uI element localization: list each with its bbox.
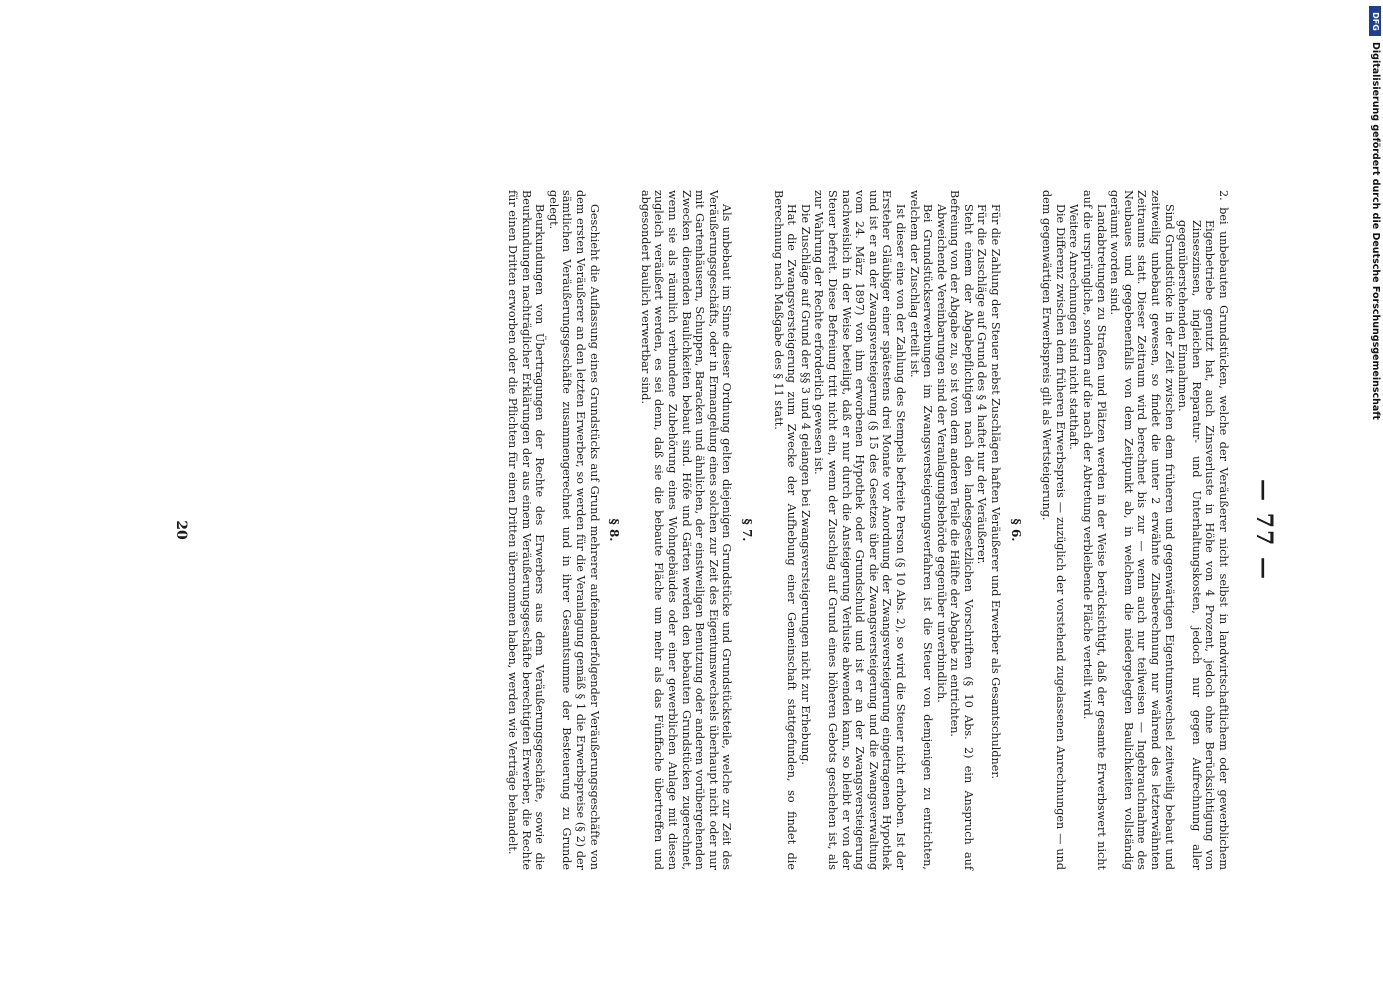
paragraph: Landabtretungen zu Straßen und Plätzen werden in der Weise berücksichtigt, daß der gesamte Erwerbswert nicht auf die ursprüngliche, sondern auf die nach der Abtretung verbleibende Fläche verteilt wird.	[1081, 190, 1108, 870]
page-number: 20	[173, 520, 189, 540]
paragraph: Hat die Zwangsversteigerung zum Zwecke der Aufhebung einer Gemeinschaft stattgefunden, so findet die Berechnung nach Maßgabe des § 11 statt.	[771, 190, 799, 870]
paragraph: Abweichende Vereinbarungen sind der Veranlagungsbehörde gegenüber unverbindlich.	[934, 204, 948, 703]
paragraph: Sind Grundstücke in der Zeit zwischen dem früheren und gegenwärtigen Eigentumswechsel zeitweilig bebaut und zeitweilig unbebaut gewesen, so findet die unter 2 erwähnte Zinsberechnung nur während des letzterwähnten Zeitraums statt. Dieser Zeitraum wird berechnet bis zur — wenn auch nur teilweisen — Ingebrauchnahme des Neubaues und gegebenenfalls von dem Zeitpunkt ab, in welchem die niedergelegten Baulichkeiten vollständig geräumt worden sind.	[1108, 190, 1176, 870]
dfg-logo: DFG	[1369, 6, 1381, 36]
paragraph: Steht einem der Abgabepflichtigen nach den landesgesetzlichen Vorschriften (§ 10 Abs. 2) ein Anspruch auf Befreiung von der Abgabe zu, so ist von dem anderen Teile die Hälfte der Abgabe zu entrichten.	[948, 190, 975, 870]
paragraph: Als unbebaut im Sinne dieser Ordnung gelten diejenigen Grundstücke und Grundstücksteile, welche zur Zeit des Veräußerungsgeschäfts, oder in Ermangelung eines solchen zur Zeit des Eigentumswechsels überhaupt nicht oder nur mit Gartenhäusern, Schuppen, Baracken und ähnlichen, der einstweiligen Benutzung oder anderen vorübergehenden Zwecken dienenden Baulichkeiten bebaut sind. Höfe und Gärten werden den bebauten Grundstücken zugerechnet, wenn sie als räumlich verbundene Zubehörung eines Wohngebäudes oder einer gewerblichen Anlage mit diesen zugleich veräußert werden, es sei denn, daß sie die bebaute Fläche um mehr als das Fünffache übertreffen und abgesondert baulich verwertbar sind.	[638, 190, 734, 870]
paragraph: Die Zuschläge auf Grund der §§ 3 und 4 gelangen bei Zwangsversteigerungen nicht zur Erhebung.	[798, 204, 812, 765]
paragraph: Ist dieser eine von der Zahlung des Stempels befreite Person (§ 10 Abs. 2), so wird die Steuer nicht erhoben. Ist der Ersteher Gläubiger einer spätestens drei Monate vor Anordnung der Zwangsversteigerung eingetragenen Hypothek und ist er an der Zwangsversteigerung (§ 15 des Gesetzes über die Zwangsversteigerung und die Zwangsverwaltung vom 24. März 1897) von ihm erworbenen Hypothek oder Grundschuld und ist er an der Zwangsversteigerung nachweislich in der Weise beteiligt, daß er nur durch die Ansteigerung Verluste abwenden kann, so bleibt er von der Steuer befreit. Diese Befreiung tritt nicht ein, wenn der Zuschlag auf Grund eines höheren Gebots geschehen ist, als zur Wahrung der Rechte erforderlich gewesen ist.	[812, 190, 907, 870]
section-heading: § 8.	[607, 518, 622, 542]
list-item: 2. bei unbebauten Grundstücken, welche der Veräußerer nicht selbst in landwirtschaftlichem oder gewerblichem Eigenbetriebe genutzt hat, auch Zinsverluste in Höhe von 4 Prozent, jedoch ohne Berücksichtigung von Zinseszinsen, ingleichen Reparatur- und Unterhaltungskosten, jedoch nur gegen Aufrechnung aller gegenüberstehenden Einnahmen.	[1176, 190, 1230, 870]
paragraph: Beurkundungen von Übertragungen der Rechte des Erwerbers aus dem Veräußerungsgeschäfte, sowie die Beurkundungen nachträglicher Erklärungen der aus einem Veräußerungsgeschäfte berechtigten Erwerber, die Rechte für einen Dritten erworben oder die Pflichten für einen Dritten übernommen haben, werden wie Verträge behandelt.	[506, 190, 547, 870]
document-page	[160, 190, 1277, 870]
section-heading: § 6.	[1008, 518, 1023, 542]
digitization-credit	[1369, 6, 1383, 996]
credit-line: Digitalisierung gefördert durch die Deutsche Forschungsgemeinschaft	[1370, 42, 1381, 420]
document-body	[506, 190, 1231, 870]
paragraph: Die Differenz zwischen dem früheren Erwerbspreis — zuzüglich der vorstehend zugelassenen Anrechnungen — und dem gegenwärtigen Erwerbspreis gilt als Wertsteigerung.	[1040, 190, 1067, 870]
paragraph: Weitere Anrechnungen sind nicht statthaft.	[1067, 204, 1081, 450]
page-header: — 77 —	[1251, 479, 1277, 581]
paragraph: Geschieht die Auflassung eines Grundstücks auf Grund mehrerer aufeinanderfolgender Veräußerungsgeschäfte von dem ersten Veräußerer an den letzten Erwerber, so werden für die Veranlagung gemäß § 1 die Erwerbspreise (§ 2) der sämtlichen Veräußerungsgeschäfte zusammengerechnet und in ihrer Gesamtsumme der Besteuerung zu Grunde gelegt.	[546, 190, 601, 870]
section-heading: § 7.	[740, 518, 754, 542]
paragraph: Für die Zahlung der Steuer nebst Zuschlägen haften Veräußerer und Erwerber als Gesamtschuldner.	[989, 204, 1003, 780]
paragraph: Bei Grundstückserwerbungen im Zwangsversteigerungsverfahren ist die Steuer von demjenigen zu entrichten, welchem der Zuschlag erteilt ist.	[907, 190, 935, 870]
paragraph: Für die Zuschläge auf Grund des § 4 haftet nur der Veräußerer.	[975, 204, 989, 565]
